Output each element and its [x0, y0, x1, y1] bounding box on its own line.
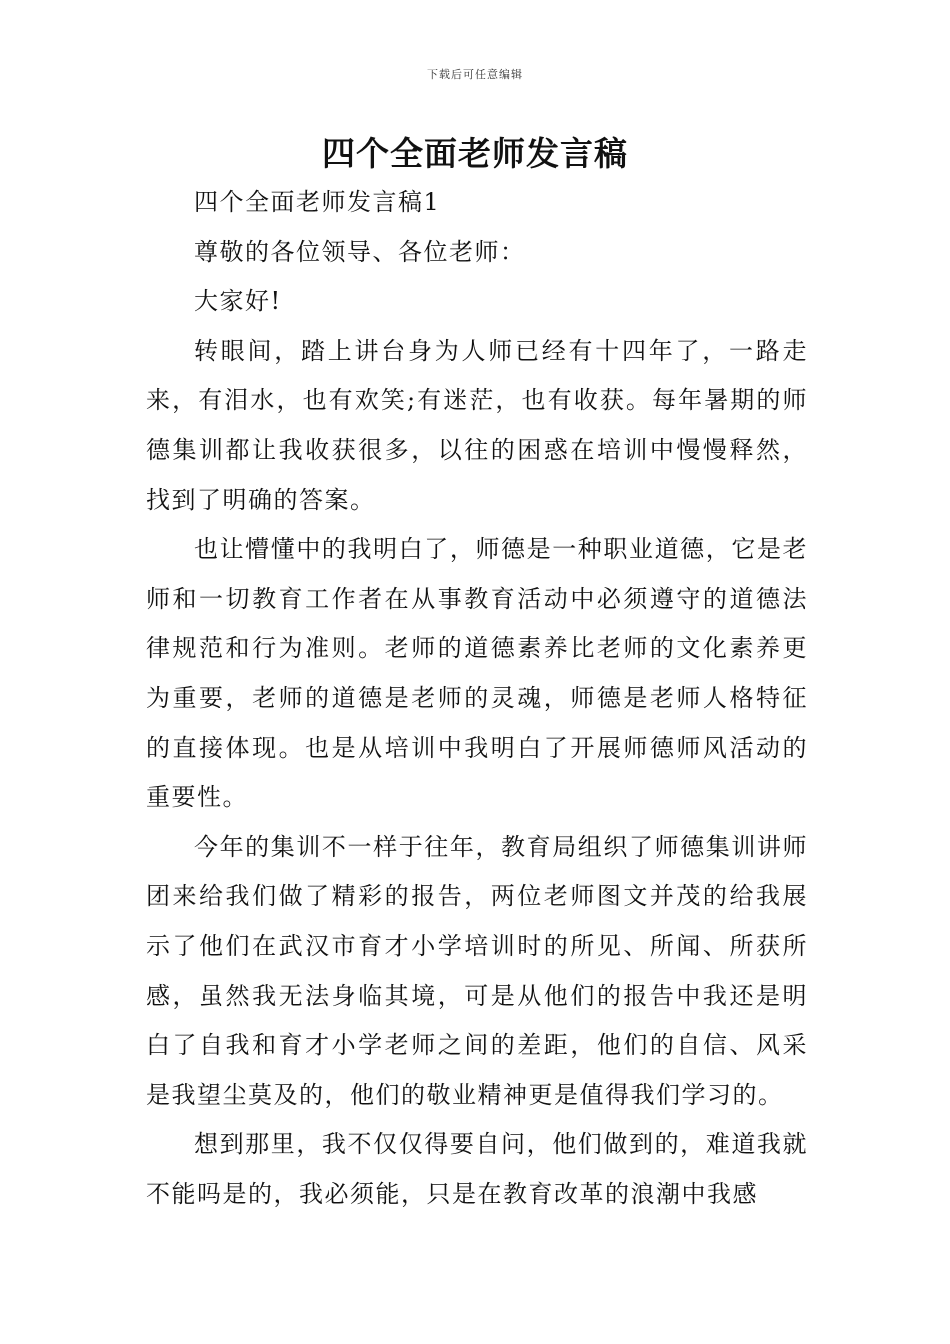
paragraph: 今年的集训不一样于往年，教育局组织了师德集训讲师团来给我们做了精彩的报告，两位老师图文并茂的给我展示了他们在武汉市育才小学培训时的所见、所闻、所获所感，虽然我无法身临其境，可是从他们的报告中我还是明白了自我和育才小学老师之间的差距，他们的自信、风采是我望尘莫及的，他们的敬业精神更是值得我们学习的。: [146, 832, 808, 1109]
paragraph: 也让懵懂中的我明白了，师德是一种职业道德，它是老师和一切教育工作者在从事教育活动中必须遵守的道德法律规范和行为准则。老师的道德素养比老师的文化素养更为重要，老师的道德是老师的灵魂，师德是老师人格特征的直接体现。也是从培训中我明白了开展师德师风活动的重要性。: [146, 535, 808, 812]
paragraph: 想到那里，我不仅仅得要自问，他们做到的，难道我就不能吗是的，我必须能，只是在教育改革的浪潮中我感: [146, 1130, 808, 1208]
header-note: 下载后可任意编辑: [427, 68, 523, 81]
paragraph-subtitle: 四个全面老师发言稿1: [194, 188, 441, 216]
document-body: [146, 178, 808, 1219]
paragraph-salutation: 尊敬的各位领导、各位老师：: [194, 237, 526, 266]
paragraph: 转眼间，踏上讲台身为人师已经有十四年了，一路走来，有泪水，也有欢笑;有迷茫，也有收获。每年暑期的师德集训都让我收获很多，以往的困惑在培训中慢慢释然，找到了明确的答案。: [146, 336, 808, 514]
document-title: 四个全面老师发言稿: [322, 134, 628, 173]
paragraph-greeting: 大家好!: [194, 287, 282, 316]
